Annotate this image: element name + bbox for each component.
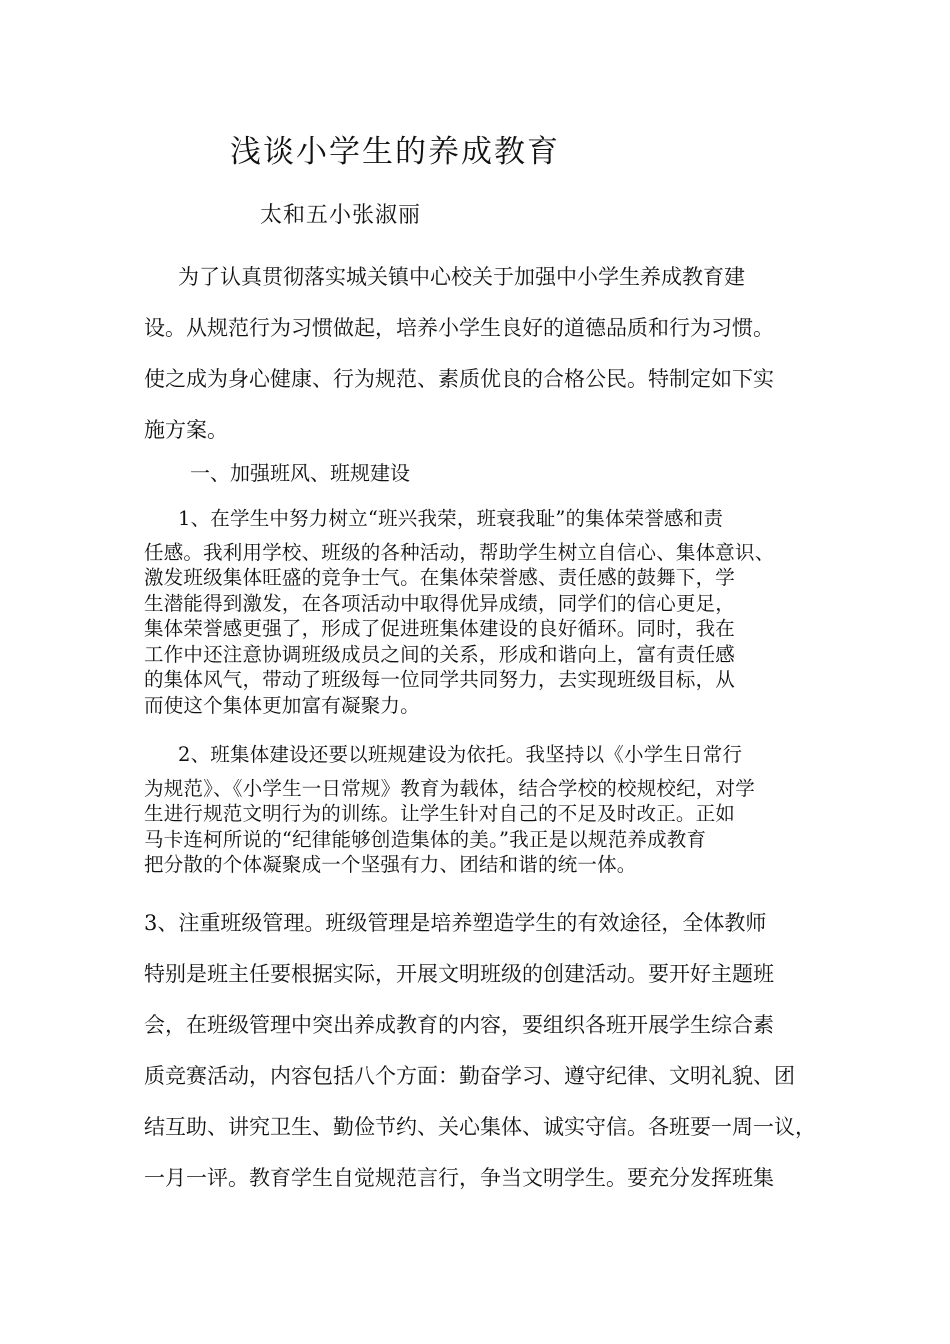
paragraph-3-line: 一月一评。教育学生自觉规范言行，争当文明学生。要充分发挥班集 bbox=[144, 1166, 774, 1190]
intro-line: 使之成为身心健康、行为规范、素质优良的合格公民。特制定如下实 bbox=[144, 367, 774, 391]
intro-lead-d: 建 bbox=[724, 265, 745, 289]
document-author: 太和五小张淑丽 bbox=[260, 203, 422, 228]
paragraph-1-line: 工作中还注意协调班级成员之间的关系，形成和谐向上，富有责任感 bbox=[144, 642, 736, 666]
paragraph-3-first-d: 培养塑造学生的有效途径，全体教师 bbox=[430, 911, 767, 935]
paragraph-2-line: 为规范》、《小学生一日常规》教育为载体，结合学校的校规校纪，对学 bbox=[144, 776, 755, 800]
intro-paragraph bbox=[144, 252, 824, 456]
paragraph-2-first-line: 2、班集体建设还要以班规建设为依托。我坚持以《小学生日常行 bbox=[178, 743, 743, 766]
paragraph-3 bbox=[144, 898, 824, 1204]
paragraph-1 bbox=[144, 506, 824, 718]
paragraph-2-line: 生进行规范文明行为的训练。让学生针对自己的不足及时改正。正如 bbox=[144, 802, 736, 825]
paragraph-3-first-b: 班级管理。班级管理 bbox=[220, 911, 410, 935]
paragraph-1-line: 激发班级集体旺盛的竞争士气。在集体荣誉感、责任感的鼓舞下，学 bbox=[144, 566, 736, 589]
paragraph-1-line: 集体荣誉感更强了，形成了促进班集体建设的良好循环。同时，我在 bbox=[144, 617, 736, 640]
section-heading: 一、加强班风、班规建设 bbox=[190, 461, 410, 485]
paragraph-1-line: 的集体风气，带动了班级每一位同学共同努力，去实现班级目标，从 bbox=[144, 668, 736, 691]
paragraph-2-line: 马卡连柯所说的“纪律能够创造集体的美。”我正是以规范养成教育 bbox=[144, 827, 707, 851]
paragraph-3-line: 质竞赛活动，内容包括八个方面：勤奋学习、遵守纪律、文明礼貌、团 bbox=[144, 1064, 795, 1088]
paragraph-1-first-line: 1、在学生中努力树立“班兴我荣，班衰我耻”的集体荣誉感和责 bbox=[178, 507, 724, 530]
paragraph-1-line: 任感。我利用学校、班级的各种活动，帮助学生树立自信心、集体意识、 bbox=[144, 540, 775, 564]
paragraph-2-line: 把分散的个体凝聚成一个坚强有力、团结和谐的统一体。 bbox=[144, 853, 637, 876]
intro-first-line bbox=[144, 252, 824, 303]
intro-line: 施方案。 bbox=[144, 418, 228, 442]
intro-line: 设。从规范行为习惯做起，培养小学生良好的道德品质和行为习惯。 bbox=[144, 316, 774, 340]
paragraph-3-line: 结互助、讲究卫生、勤俭节约、关心集体、诚实守信。各班要一周一议， bbox=[144, 1115, 816, 1139]
intro-lead-b: 城关镇中心校 bbox=[346, 265, 472, 289]
paragraph-3-first-a: 3、注重 bbox=[144, 911, 221, 935]
paragraph-3-first-c: 是 bbox=[409, 911, 431, 935]
paragraph-2 bbox=[144, 742, 824, 878]
document-title: 浅谈小学生的养成教育 bbox=[230, 134, 560, 170]
paragraph-3-line: 会，在班级管理中突出养成教育的内容，要组织各班开展学生综合素 bbox=[144, 1013, 774, 1037]
paragraph-3-first-line bbox=[144, 898, 824, 949]
paragraph-1-line: 生潜能得到激发，在各项活动中取得优异成绩，同学们的信心更足， bbox=[144, 591, 736, 615]
paragraph-3-line: 特别是班主任要根据实际，开展文明班级的创建活动。要开好主题班 bbox=[144, 962, 774, 986]
intro-lead-c: 关于加强中小学生养成教育 bbox=[472, 265, 724, 289]
intro-lead-a: 为了认真贯彻落实 bbox=[178, 265, 346, 289]
paragraph-1-line: 而使这个集体更加富有凝聚力。 bbox=[144, 693, 420, 717]
